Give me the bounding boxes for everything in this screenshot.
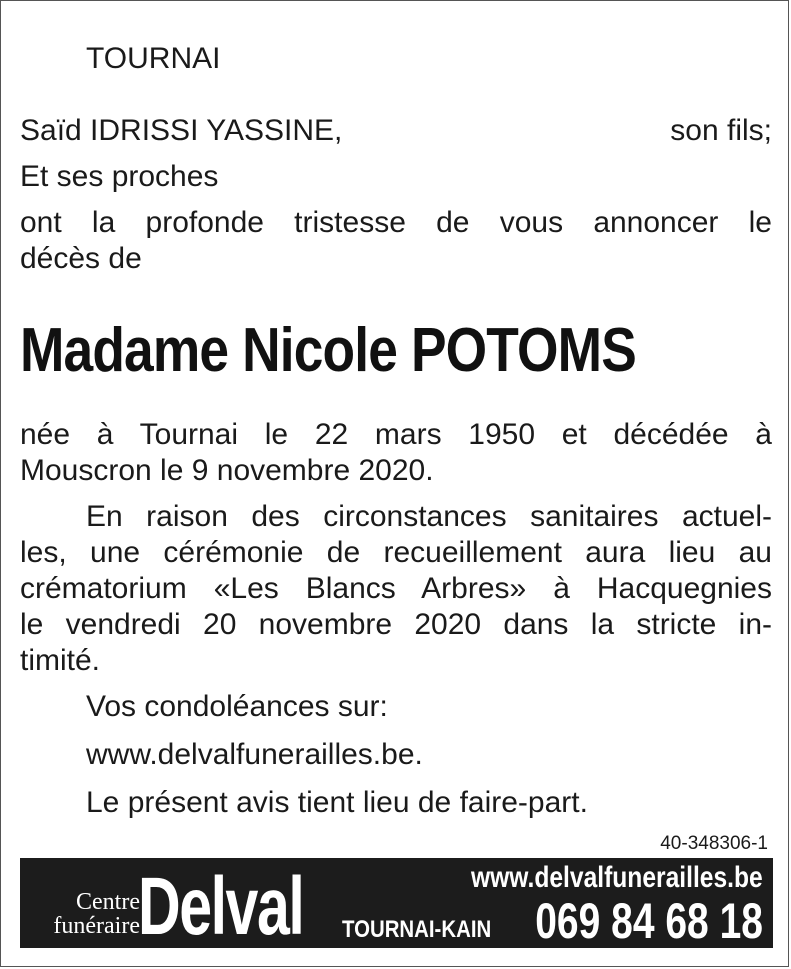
- relative-relation: son fils;: [670, 114, 772, 147]
- relative-line: [20, 113, 772, 149]
- centre-line-2: funéraire: [53, 913, 140, 939]
- brand-logo: Delval: [138, 861, 304, 952]
- condolences-line: Vos condoléances sur:: [86, 690, 388, 723]
- reference-number: 40-348306-1: [660, 833, 768, 854]
- faire-part-line: Le présent avis tient lieu de faire-part.: [86, 786, 588, 819]
- birth-line-1: née à Tournai le 22 mars 1950 et décédée à: [20, 418, 772, 451]
- ceremony-line-1: En raison des circonstances sanitaires actuel-: [86, 500, 772, 533]
- deceased-name: Madame Nicole POTOMS: [20, 316, 636, 385]
- ceremony-line-4: le vendredi 20 novembre 2020 dans la stricte in-: [20, 608, 772, 641]
- relatives-line: Et ses proches: [20, 160, 219, 193]
- ceremony-line-2: les, une cérémonie de recueillement aura lieu au: [20, 536, 772, 569]
- centre-line-1: Centre: [76, 889, 140, 915]
- website-line: www.delvalfunerailles.be.: [86, 738, 423, 771]
- announce-line-1: ont la profonde tristesse de vous annoncer le: [20, 206, 772, 239]
- banner-city: TOURNAI-KAIN: [342, 916, 492, 943]
- funeral-home-banner: [20, 858, 773, 952]
- birth-line-2: Mouscron le 9 novembre 2020.: [20, 454, 434, 487]
- ceremony-line-5: timité.: [20, 644, 101, 677]
- banner-phone: 069 84 68 18: [535, 893, 763, 949]
- ceremony-line-3: crématorium «Les Blancs Arbres» à Hacquegnies: [20, 572, 772, 605]
- relative-name: Saïd IDRISSI YASSINE,: [20, 114, 343, 147]
- notice-city: TOURNAI: [86, 42, 221, 75]
- centre-funeraire-label: [42, 890, 140, 938]
- announce-line-2: décès de: [20, 242, 142, 275]
- banner-url: www.delvalfunerailles.be: [471, 861, 763, 894]
